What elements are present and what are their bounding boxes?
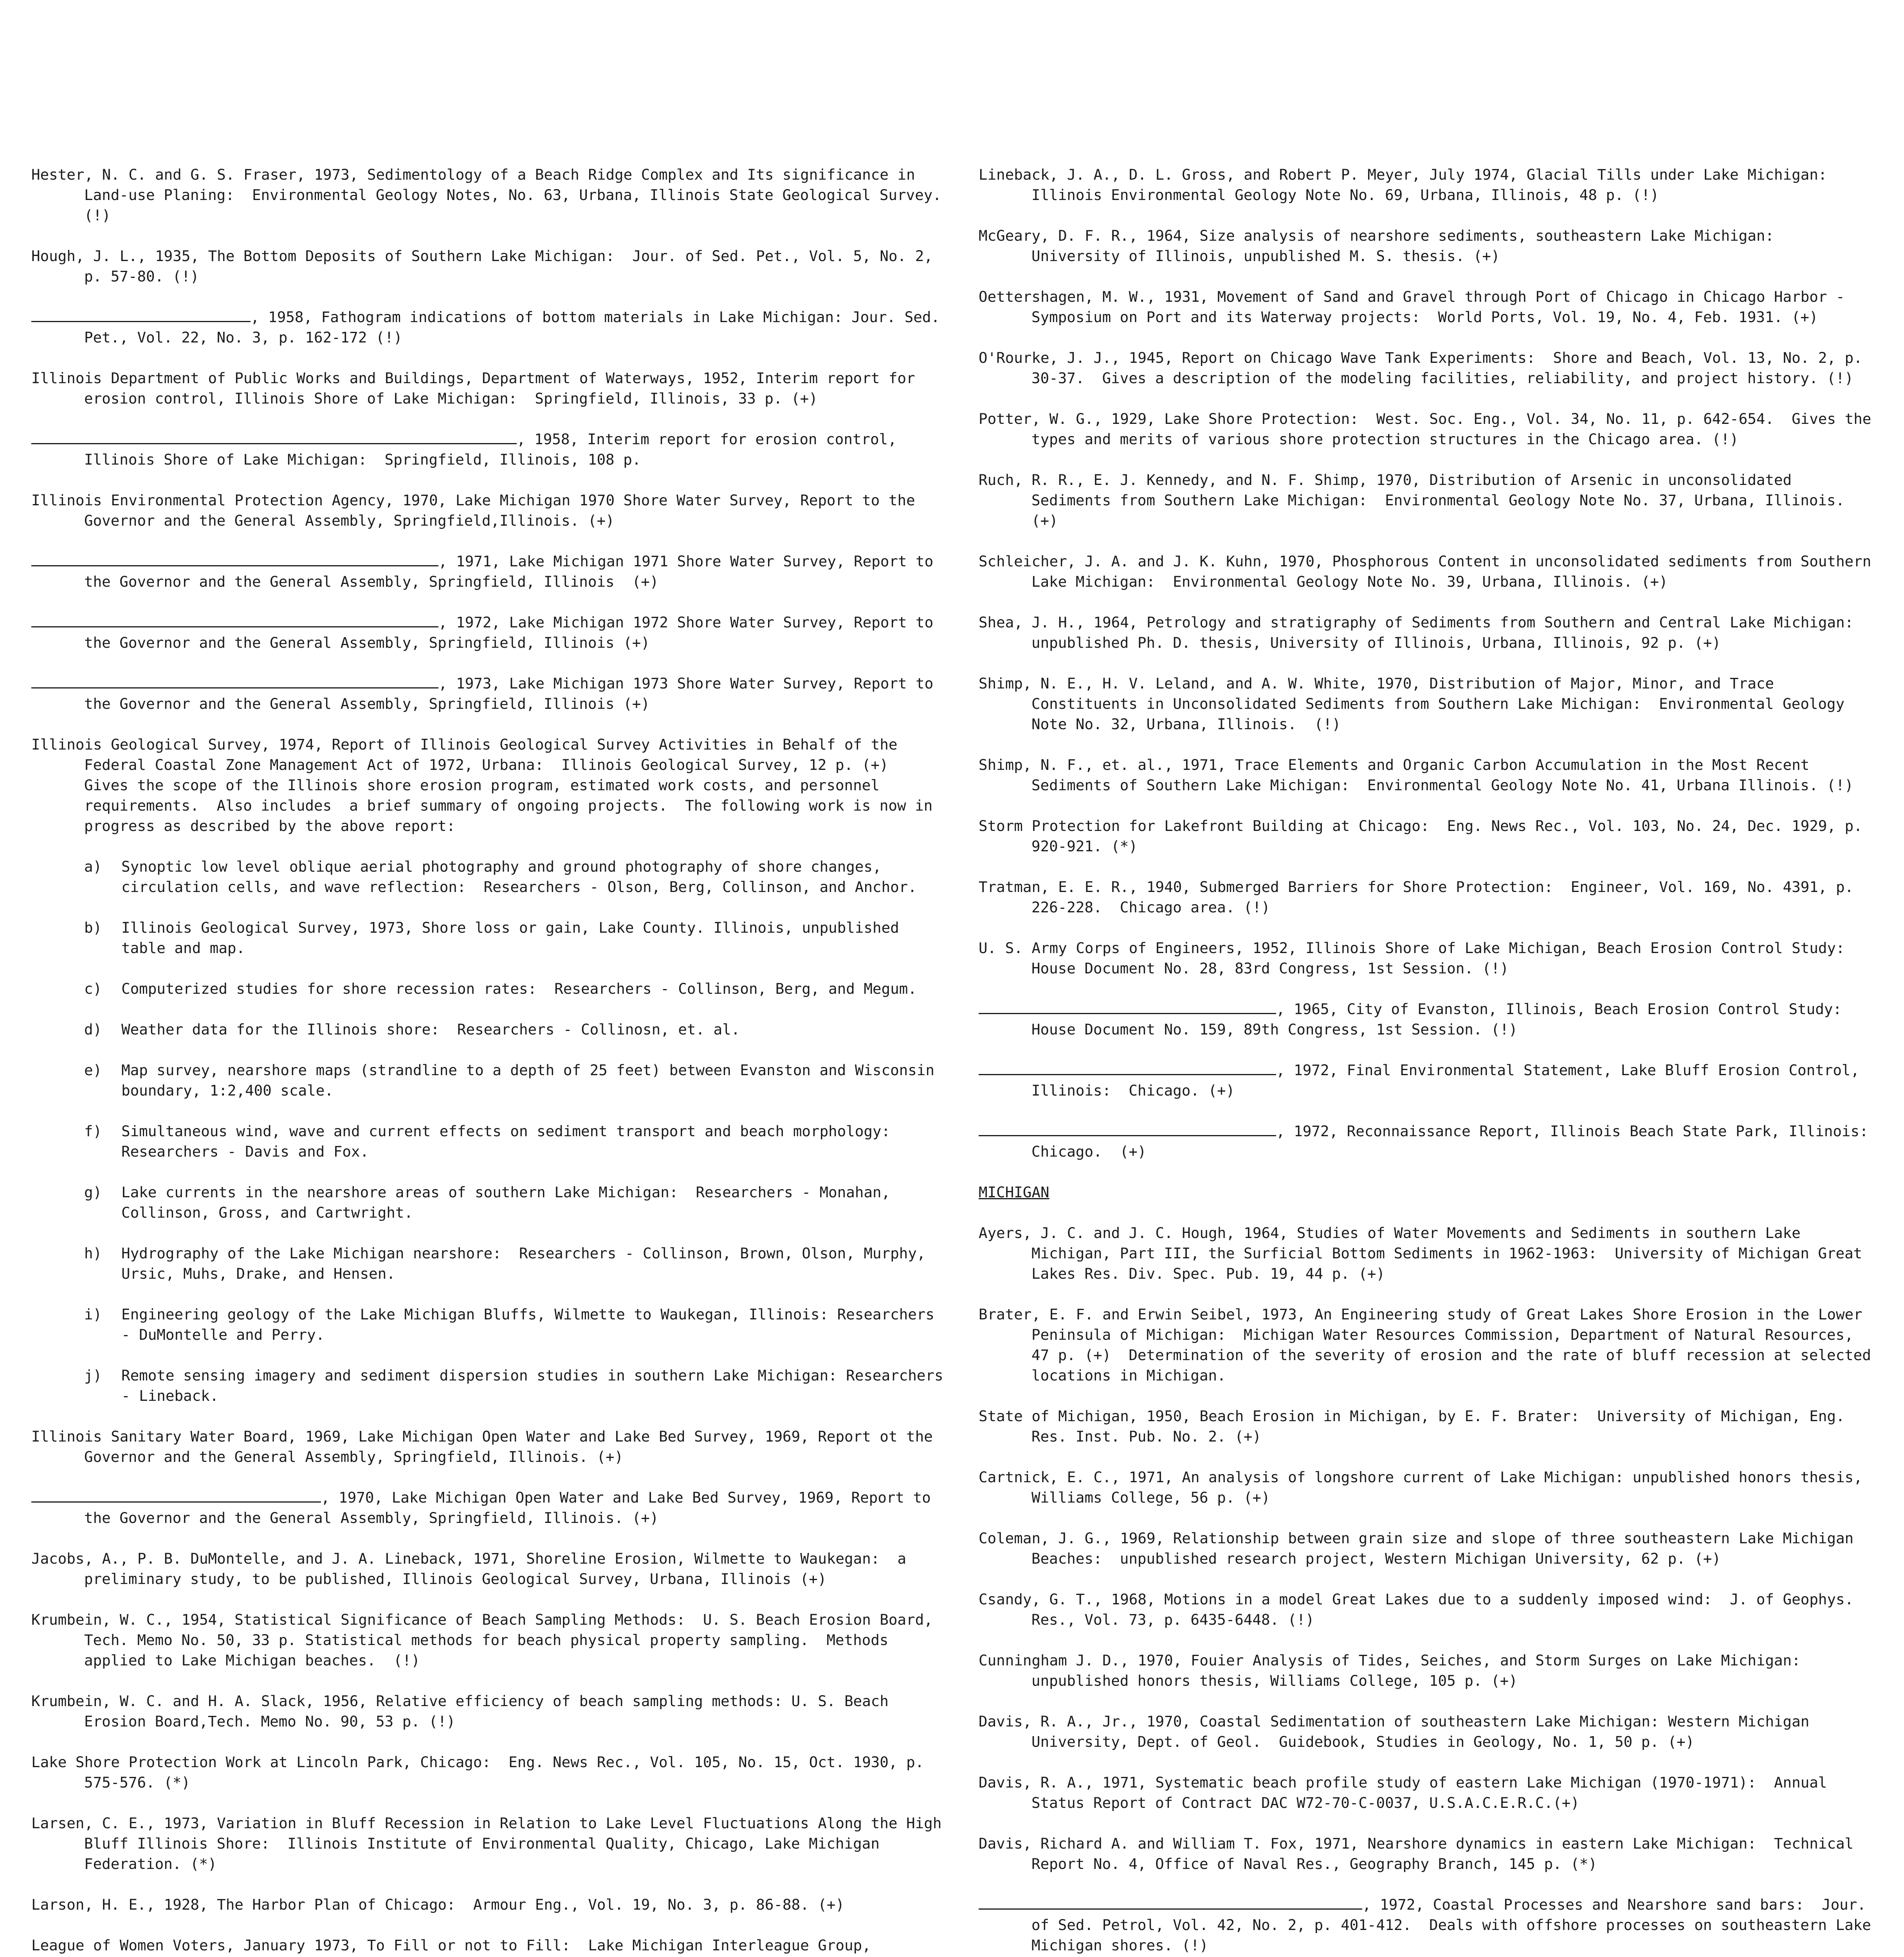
reference-text: McGeary, D. F. R., 1964, Size analysis of nearshore sediments, southeastern Lake Michigan: University of Illinois, unpublished M. S. thesis. (+) xyxy=(979,227,1792,265)
repeat-author-rule xyxy=(31,309,251,322)
reference-entry xyxy=(979,1772,1879,1813)
sub-item-label: e) xyxy=(84,1061,102,1079)
sub-list xyxy=(31,856,952,1406)
sub-item-text: Synoptic low level oblique aerial photography and ground photography of shore changes, circulation cells, and wave reflection: Researchers - Olson, Berg, Collinson, and Anchor. xyxy=(121,858,917,896)
left-column xyxy=(31,164,952,1957)
reference-text: Potter, W. G., 1929, Lake Shore Protection: West. Soc. Eng., Vol. 34, No. 11, p. 642-654. Gives the types and merits of various shore protection structures in the Chicago area. (!) xyxy=(979,410,1880,448)
reference-text: Davis, R. A., 1971, Systematic beach profile study of eastern Lake Michigan (1970-1971): Annual Status Report of Contract DAC W72-70-C-0037, U.S.A.C.E.R.C.(+) xyxy=(979,1774,1836,1811)
reference-entry xyxy=(979,470,1879,531)
reference-text: Davis, Richard A. and William T. Fox, 1971, Nearshore dynamics in eastern Lake Michigan: Technical Report No. 4, Office of Naval Res., Geography Branch, 145 p. (*) xyxy=(979,1835,1863,1872)
reference-text: Jacobs, A., P. B. DuMontelle, and J. A. Lineback, 1971, Shoreline Erosion, Wilmette to Waukegan: a preliminary study, to be published, Illinois Geological Survey, Urbana, Illinois (+) xyxy=(31,1550,915,1588)
right-column xyxy=(979,164,1886,1957)
sub-item-text: Lake currents in the nearshore areas of southern Lake Michigan: Researchers - Monahan, Collinson, Gross, and Cartwright. xyxy=(121,1184,899,1221)
reference-entry xyxy=(979,1121,1886,1162)
reference-entry xyxy=(979,287,1879,327)
reference-entry xyxy=(31,1752,943,1793)
sub-item-label: i) xyxy=(84,1306,102,1323)
sub-item-label: a) xyxy=(84,858,102,875)
sub-item-text: Illinois Geological Survey, 1973, Shore loss or gain, Lake County. Illinois, unpublished table and map. xyxy=(121,919,908,957)
repeat-author-rule xyxy=(31,553,438,566)
sub-item xyxy=(31,1304,943,1345)
sub-item-label: j) xyxy=(84,1367,102,1384)
reference-entry xyxy=(979,1528,1879,1569)
sub-item xyxy=(31,1365,952,1406)
reference-text: Csandy, G. T., 1968, Motions in a model Great Lakes due to a suddenly imposed wind: J. of Geophys. Res., Vol. 73, p. 6435-6448. (!) xyxy=(979,1591,1863,1628)
reference-text: Oettershagen, M. W., 1931, Movement of Sand and Gravel through Port of Chicago in Chicago Harbor - Symposium on Port and its Waterway projects: World Ports, Vol. 19, No. 4, Feb. 1931. (+) xyxy=(979,288,1854,326)
reference-entry xyxy=(979,1406,1879,1447)
reference-text: , 1972, Reconnaissance Report, Illinois Beach State Park, Illinois: Chicago. (+) xyxy=(1031,1123,1886,1160)
reference-entry xyxy=(979,612,1879,653)
reference-text: Shimp, N. E., H. V. Leland, and A. W. White, 1970, Distribution of Major, Minor, and Trace Constituents in Unconsolidated Sediments from Southern Lake Michigan: Environmental Geology Note No. 32, Urbana, Illinois. (!) xyxy=(979,675,1854,733)
sub-item-text: Engineering geology of the Lake Michigan Bluffs, Wilmette to Waukegan, Illinois: Researchers - DuMontelle and Perry. xyxy=(121,1306,943,1343)
reference-text: , 1958, Fathogram indications of bottom materials in Lake Michigan: Jour. Sed. Pet., Vol. 22, No. 3, p. 162-172 (!) xyxy=(84,308,949,346)
reference-entry xyxy=(979,1589,1879,1630)
reference-entry xyxy=(31,673,943,714)
reference-text: , 1965, City of Evanston, Illinois, Beach Erosion Control Study: House Document No. 159, 89th Congress, 1st Session. (!) xyxy=(1031,1000,1860,1038)
sub-item-label: b) xyxy=(84,919,102,936)
reference-entry xyxy=(979,877,1879,917)
sub-item-text: Weather data for the Illinois shore: Researchers - Collinosn, et. al. xyxy=(121,1021,740,1038)
reference-text: , 1972, Final Environmental Statement, Lake Bluff Erosion Control, Illinois: Chicago. (+) xyxy=(1031,1061,1868,1099)
reference-entry xyxy=(979,409,1879,449)
reference-entry xyxy=(31,368,943,409)
sub-item-label: d) xyxy=(84,1021,102,1038)
sub-item-label: c) xyxy=(84,980,102,997)
reference-entry xyxy=(31,612,943,653)
sub-item xyxy=(31,1243,943,1284)
sub-item xyxy=(31,856,943,897)
reference-entry xyxy=(31,734,943,836)
sub-item xyxy=(31,1182,943,1223)
reference-text: Brater, E. F. and Erwin Seibel, 1973, An Engineering study of Great Lakes Shore Erosion in the Lower Peninsula of Michigan: Michigan Water Resources Commission, Department of Natural Resources, 47 p. (+) Determination of the severity of erosion and the rate of bluff recession at selected locations in Michigan. xyxy=(979,1306,1880,1384)
reference-text: Storm Protection for Lakefront Building at Chicago: Eng. News Rec., Vol. 103, No. 24, Dec. 1929, p. 920-921. (*) xyxy=(979,817,1872,855)
reference-entry xyxy=(31,1426,943,1467)
sub-item xyxy=(31,917,943,958)
sub-item xyxy=(31,1121,943,1162)
reference-text: Krumbein, W. C., 1954, Statistical Significance of Beach Sampling Methods: U. S. Beach Erosion Board, Tech. Memo No. 50, 33 p. Statistical methods for beach physical property sampling. Methods applied to Lake Michigan beaches. (!) xyxy=(31,1611,942,1669)
reference-entry xyxy=(979,1304,1879,1386)
reference-text: Shea, J. H., 1964, Petrology and stratigraphy of Sediments from Southern and Central Lake Michigan: unpublished Ph. D. thesis, University of Illinois, Urbana, Illinois, 92 p. (+) xyxy=(979,614,1872,651)
reference-entry xyxy=(979,938,1879,979)
reference-text: Schleicher, J. A. and J. K. Kuhn, 1970, Phosphorous Content in unconsolidated sediments from Southern Lake Michigan: Environmental Geology Note No. 39, Urbana, Illinois. (+) xyxy=(979,553,1880,590)
reference-text: , 1972, Coastal Processes and Nearshore sand bars: Jour. of Sed. Petrol, Vol. 42, No. 2, p. 401-412. Deals with offshore processes on southeastern Lake Michigan shores. (!) xyxy=(1031,1896,1880,1954)
reference-entry xyxy=(979,1060,1879,1101)
sub-item-label: f) xyxy=(84,1123,102,1140)
sub-item-text: Map survey, nearshore maps (strandline to a depth of 25 feet) between Evanston and Wisconsin boundary, 1:2,400 scale. xyxy=(121,1061,943,1099)
reference-entry xyxy=(31,1935,943,1957)
reference-entry xyxy=(31,1813,950,1874)
reference-entry xyxy=(31,307,949,348)
reference-entry xyxy=(979,164,1879,205)
sub-item-label: h) xyxy=(84,1245,102,1262)
reference-text: , 1971, Lake Michigan 1971 Shore Water Survey, Report to the Governor and the General Assembly, Springfield, Illinois (+) xyxy=(84,553,942,590)
reference-entry xyxy=(31,246,943,287)
sub-item-label: g) xyxy=(84,1184,102,1201)
reference-text: Hester, N. C. and G. S. Fraser, 1973, Sedimentology of a Beach Ridge Complex and Its significance in Land-use Planing: Environmental Geology Notes, No. 63, Urbana, Illinois State Geological Survey. (!) xyxy=(31,166,950,224)
reference-text: Hough, J. L., 1935, The Bottom Deposits of Southern Lake Michigan: Jour. of Sed. Pet., Vol. 5, No. 2, p. 57-80. (!) xyxy=(31,247,942,285)
sub-item-text: Simultaneous wind, wave and current effects on sediment transport and beach morphology: Researchers - Davis and Fox. xyxy=(121,1123,908,1160)
reference-text: Cartnick, E. C., 1971, An analysis of longshore current of Lake Michigan: unpublished honors thesis, Williams College, 56 p. (+) xyxy=(979,1469,1872,1506)
reference-entry xyxy=(31,429,943,470)
reference-entry xyxy=(979,673,1879,734)
sub-item xyxy=(31,979,943,999)
repeat-author-rule xyxy=(979,1123,1276,1136)
reference-entry xyxy=(31,1609,943,1670)
sub-item-text: Computerized studies for shore recession rates: Researchers - Collinson, Berg, and Megum. xyxy=(121,980,917,997)
reference-text: , 1973, Lake Michigan 1973 Shore Water Survey, Report to the Governor and the General Assembly, Springfield, Illinois (+) xyxy=(84,675,942,712)
reference-text: Lake Shore Protection Work at Lincoln Park, Chicago: Eng. News Rec., Vol. 105, No. 15, Oct. 1930, p. 575-576. (*) xyxy=(31,1753,933,1791)
reference-entry xyxy=(31,1487,943,1528)
reference-entry xyxy=(979,1894,1879,1955)
reference-text: Larson, H. E., 1928, The Harbor Plan of Chicago: Armour Eng., Vol. 19, No. 3, p. 86-88. (+) xyxy=(31,1896,845,1913)
sub-item xyxy=(31,1060,943,1101)
reference-entry xyxy=(31,490,943,531)
sub-item-text: Remote sensing imagery and sediment dispersion studies in southern Lake Michigan: Researchers - Lineback. xyxy=(121,1367,952,1404)
reference-text: Larsen, C. E., 1973, Variation in Bluff Recession in Relation to Lake Level Fluctuations Along the High Bluff Illinois Shore: Illinois Institute of Environmental Quality, Chicago, Lake Michigan Federation. (*) xyxy=(31,1815,950,1872)
reference-entry xyxy=(979,225,1879,266)
reference-entry xyxy=(979,551,1879,592)
reference-entry xyxy=(31,1894,943,1915)
reference-entry xyxy=(979,1711,1879,1752)
reference-text: State of Michigan, 1950, Beach Erosion in Michigan, by E. F. Brater: University of Michigan, Eng. Res. Inst. Pub. No. 2. (+) xyxy=(979,1407,1854,1445)
repeat-author-rule xyxy=(31,1490,321,1503)
reference-text: , 1970, Lake Michigan Open Water and Lake Bed Survey, 1969, Report to the Governor and the General Assembly, Springfield, Illinois. (+) xyxy=(84,1489,940,1526)
reference-text: , 1972, Lake Michigan 1972 Shore Water Survey, Report to the Governor and the General Assembly, Springfield, Illinois (+) xyxy=(84,614,942,651)
reference-text: O'Rourke, J. J., 1945, Report on Chicago Wave Tank Experiments: Shore and Beach, Vol. 13, No. 2, p. 30-37. Gives a description of the modeling facilities, reliability, and project history. (!) xyxy=(979,349,1872,387)
reference-text: U. S. Army Corps of Engineers, 1952, Illinois Shore of Lake Michigan, Beach Erosion Control Study: House Document No. 28, 83rd Congress, 1st Session. (!) xyxy=(979,939,1863,977)
reference-text: Ruch, R. R., E. J. Kennedy, and N. F. Shimp, 1970, Distribution of Arsenic in unconsolidated Sediments from Southern Lake Michigan: Environmental Geology Note No. 37, Urbana, Illinois. (+) xyxy=(979,471,1854,529)
reference-entry xyxy=(31,1548,943,1589)
reference-text: Illinois Department of Public Works and Buildings, Department of Waterways, 1952, Interim report for erosion control, Illinois Shore of Lake Michigan: Springfield, Illinois, 33 p. (+) xyxy=(31,369,924,407)
sub-item-text: Hydrography of the Lake Michigan nearshore: Researchers - Collinson, Brown, Olson, Murphy, Ursic, Muhs, Drake, and Hensen. xyxy=(121,1245,935,1282)
repeat-author-rule xyxy=(979,1897,1362,1910)
repeat-author-rule xyxy=(31,614,438,627)
reference-text: , 1958, Interim report for erosion control, Illinois Shore of Lake Michigan: Springfield, Illinois, 108 p. xyxy=(84,431,906,468)
repeat-author-rule xyxy=(979,1001,1276,1014)
sub-item xyxy=(31,1019,943,1040)
reference-text: Davis, R. A., Jr., 1970, Coastal Sedimentation of southeastern Lake Michigan: Western Michigan University, Dept. of Geol. Guidebook, Studies in Geology, No. 1, 50 p. (+) xyxy=(979,1713,1818,1750)
reference-text: Coleman, J. G., 1969, Relationship between grain size and slope of three southeastern Lake Michigan Beaches: unpublished research project, Western Michigan University, 62 p. (+) xyxy=(979,1530,1863,1567)
reference-entry xyxy=(979,999,1879,1040)
reference-entry xyxy=(979,348,1879,388)
reference-entry xyxy=(979,1650,1879,1691)
section-heading: MICHIGAN xyxy=(979,1184,1049,1201)
reference-text: Illinois Environmental Protection Agency, 1970, Lake Michigan 1970 Shore Water Survey, Report to the Governor and the General Assembly, Springfield,Illinois. (+) xyxy=(31,492,924,529)
reference-text: Krumbein, W. C. and H. A. Slack, 1956, Relative efficiency of beach sampling methods: U. S. Beach Erosion Board,Tech. Memo No. 90, 53 p. (!) xyxy=(31,1692,898,1730)
reference-entry xyxy=(979,1223,1879,1284)
repeat-author-rule xyxy=(979,1062,1276,1075)
reference-entry xyxy=(31,551,943,592)
reference-entry xyxy=(31,164,950,225)
reference-text: Lineback, J. A., D. L. Gross, and Robert P. Meyer, July 1974, Glacial Tills under Lake Michigan: Illinois Environmental Geology Note No. 69, Urbana, Illinois, 48 p. (!) xyxy=(979,166,1845,204)
reference-text: Ayers, J. C. and J. C. Hough, 1964, Studies of Water Movements and Sediments in southern Lake Michigan, Part III, the Surficial Bottom Sediments in 1962-1963: University of Michigan Great Lakes Res. Div. Spec. Pub. 19, 44 p. (+) xyxy=(979,1224,1871,1282)
reference-text: League of Women Voters, January 1973, To Fill or not to Fill: Lake Michigan Interleague Group, xyxy=(31,1937,871,1954)
reference-text: Illinois Geological Survey, 1974, Report of Illinois Geological Survey Activities in Behalf of the Federal Coastal Zone Management Act of 1972, Urbana: Illinois Geological Survey, 12 p. (+) Gives the scope of the Illinois shore erosion program, estimated work costs, and personnel requirements. Also includes a brief summary of ongoing projects. The following work is now in progress as described by the above report: xyxy=(31,736,941,834)
reference-entry xyxy=(979,1833,1879,1874)
reference-entry xyxy=(31,1691,943,1732)
reference-entry xyxy=(979,755,1879,795)
reference-text: Shimp, N. F., et. al., 1971, Trace Elements and Organic Carbon Accumulation in the Most Recent Sediments of Southern Lake Michigan: Environmental Geology Note No. 41, Urbana Illinois. (!) xyxy=(979,756,1854,794)
repeat-author-rule xyxy=(31,676,438,688)
reference-entry xyxy=(979,816,1879,856)
reference-text: Illinois Sanitary Water Board, 1969, Lake Michigan Open Water and Lake Bed Survey, 1969, Report ot the Governor and the General Assembly, Springfield, Illinois. (+) xyxy=(31,1428,942,1465)
repeat-author-rule xyxy=(31,431,517,444)
reference-entry xyxy=(979,1467,1879,1508)
reference-text: Cunningham J. D., 1970, Fouier Analysis of Tides, Seiches, and Storm Surges on Lake Michigan: unpublished honors thesis, Williams College, 105 p. (+) xyxy=(979,1652,1818,1689)
reference-text: Tratman, E. E. R., 1940, Submerged Barriers for Shore Protection: Engineer, Vol. 169, No. 4391, p. 226-228. Chicago area. (!) xyxy=(979,878,1863,916)
